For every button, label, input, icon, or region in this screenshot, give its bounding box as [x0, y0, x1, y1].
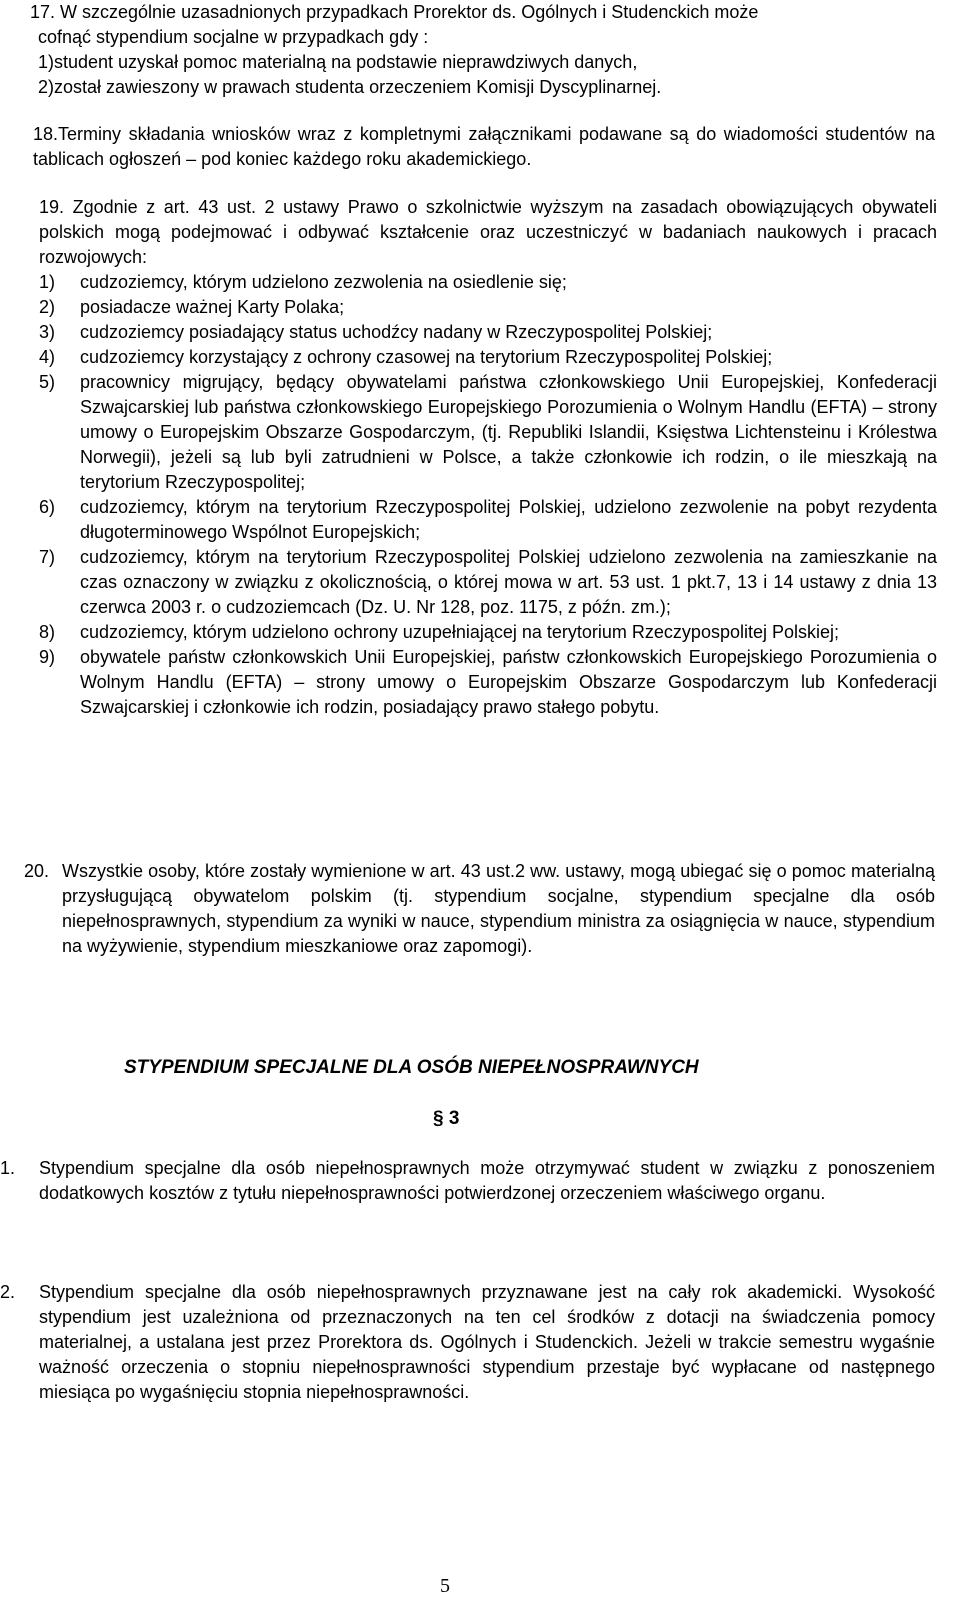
list-item — [0, 320, 937, 345]
paragraph-18: 18.Terminy składania wniosków wraz z kompletnymi załącznikami podawane są do wiadomości studentów na tablicach ogłoszeń – pod koniec każdego roku akademickiego. — [33, 124, 935, 169]
p20-text: Wszystkie osoby, które zostały wymienione w art. 43 ust.2 ww. ustawy, mogą ubiegać się o pomoc materialną przysługującą obywatelom polskim (tj. stypendium socjalne, stypendium specjalne dla osób niepełnosprawnych, stypendium za wyniki w nauce, stypendium ministra za osiągnięcia w nauce, stypendium na wyżywienie, stypendium mieszkaniowe oraz zapomogi). — [62, 861, 935, 956]
p17-line-1: 17. W szczególnie uzasadnionych przypadkach Prorektor ds. Ogólnych i Studenckich może — [30, 2, 759, 22]
list-item — [0, 345, 937, 370]
section-item-1 — [0, 1156, 937, 1206]
list-item-number: 1) — [39, 272, 56, 292]
p19-list — [0, 270, 937, 720]
list-item-text: cudzoziemcy, którym udzielono ochrony uzupełniającej na terytorium Rzeczypospolitej Polskiej; — [80, 622, 840, 642]
section-item-text: Stypendium specjalne dla osób niepełnosprawnych przyznawane jest na cały rok akademicki. Wysokość stypendium jest uzależniona od przeznaczonych na ten cel środków z dotacji na świadczenia pomocy materialnej, a ustalana jest przez Prorektora ds. Ogólnych i Studenckich. Jeżeli w trakcie semestru wygaśnie ważność orzeczenia o stopniu niepełnosprawności stypendium przestaje być wypłacane od następnego miesiąca po wygaśnięciu stopnia niepełnosprawności. — [39, 1282, 935, 1402]
p19-intro: 19. Zgodnie z art. 43 ust. 2 ustawy Prawo o szkolnictwie wyższym na zasadach obowiązujących obywateli polskich mogą podejmować i odbywać kształcenie oraz uczestniczyć w badaniach naukowych i pracach rozwojowych: — [39, 197, 937, 267]
p20-number: 20. — [24, 861, 50, 881]
list-item — [0, 620, 937, 645]
list-item-text: cudzoziemcy korzystający z ochrony czasowej na terytorium Rzeczypospolitej Polskiej; — [80, 347, 773, 367]
list-item — [0, 645, 937, 720]
list-item-number: 9) — [39, 647, 56, 667]
list-item-text: cudzoziemcy posiadający status uchodźcy nadany w Rzeczypospolitej Polskiej; — [80, 322, 713, 342]
list-item-number: 8) — [39, 622, 56, 642]
section-item-number: 1. — [0, 1158, 16, 1178]
section-item-text: Stypendium specjalne dla osób niepełnosprawnych może otrzymywać student w związku z ponoszeniem dodatkowych kosztów z tytułu niepełnosprawności potwierdzonej orzeczeniem właściwego organu. — [39, 1158, 935, 1203]
list-item-text: cudzoziemcy, którym na terytorium Rzeczypospolitej Polskiej, udzielono zezwolenie na pobyt rezydenta długoterminowego Wspólnot Europejskich; — [80, 497, 937, 542]
p17-line-3: 1)student uzyskał pomoc materialną na podstawie nieprawdziwych danych, — [38, 52, 638, 72]
list-item-text: cudzoziemcy, którym udzielono zezwolenia na osiedlenie się; — [80, 272, 567, 292]
section-item-number: 2. — [0, 1282, 16, 1302]
list-item-number: 4) — [39, 347, 56, 367]
page-number: 5 — [440, 1575, 450, 1597]
list-item-number: 7) — [39, 547, 56, 567]
section-paragraph-mark: § 3 — [433, 1108, 460, 1129]
list-item-text: cudzoziemcy, którym na terytorium Rzeczypospolitej Polskiej udzielono zezwolenia na zamieszkanie na czas oznaczony w związku z okolicznością, o której mowa w art. 53 ust. 1 pkt.7, 13 i 14 ustawy z dnia 13 czerwca 2003 r. o cudzoziemcach (Dz. U. Nr 128, poz. 1175, z późn. zm.); — [80, 547, 937, 617]
list-item-text: posiadacze ważnej Karty Polaka; — [80, 297, 345, 317]
paragraph-19 — [0, 195, 937, 720]
list-item — [0, 495, 937, 545]
p17-line-2: cofnąć stypendium socjalne w przypadkach gdy : — [38, 27, 429, 47]
list-item-number: 3) — [39, 322, 56, 342]
paragraph-17 — [30, 0, 935, 100]
list-item-number: 5) — [39, 372, 56, 392]
p17-line-4: 2)został zawieszony w prawach studenta orzeczeniem Komisji Dyscyplinarnej. — [38, 77, 662, 97]
section-item-2 — [0, 1280, 937, 1405]
list-item — [0, 545, 937, 620]
list-item — [0, 270, 937, 295]
list-item — [0, 370, 937, 495]
list-item-text: obywatele państw członkowskich Unii Europejskiej, państw członkowskich Europejskiego Porozumienia o Wolnym Handlu (EFTA) – strony umowy o Europejskim Obszarze Gospodarczym lub Konfederacji Szwajcarskiej i członkowie ich rodzin, posiadający prawo stałego pobytu. — [80, 647, 937, 717]
paragraph-20 — [0, 859, 937, 959]
list-item-number: 2) — [39, 297, 56, 317]
list-item-number: 6) — [39, 497, 56, 517]
list-item-text: pracownicy migrujący, będący obywatelami państwa członkowskiego Unii Europejskiej, Konfederacji Szwajcarskiej lub państwa członkowskiego Europejskiego Porozumienia o Wolnym Handlu (EFTA) – strony umowy o Europejskim Obszarze Gospodarczym, (tj. Republiki Islandii, Księstwa Lichtensteinu i Królestwa Norwegii), jeżeli są lub byli zatrudnieni w Polsce, a także członkowie ich rodzin, o ile mieszkają na terytorium Rzeczypospolitej; — [80, 372, 937, 492]
section-title: STYPENDIUM SPECJALNE DLA OSÓB NIEPEŁNOSPRAWNYCH — [124, 1057, 699, 1078]
list-item — [0, 295, 937, 320]
